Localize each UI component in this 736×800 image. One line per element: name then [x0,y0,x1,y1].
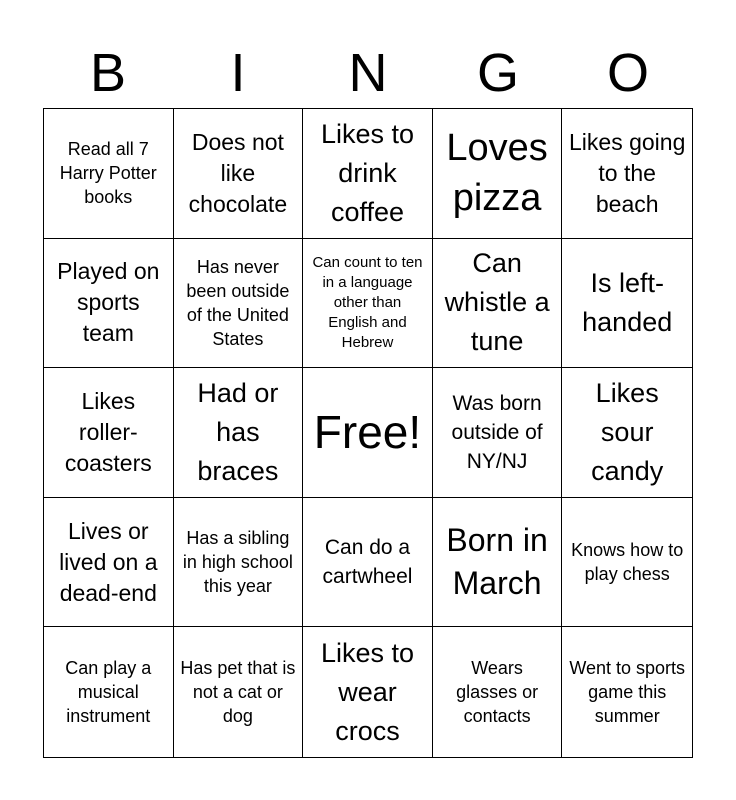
bingo-cell-24[interactable] [433,627,563,757]
cell-text: Loves pizza [446,127,548,220]
bingo-cell-25[interactable] [562,627,692,757]
bingo-header [43,38,693,108]
cell-text: Is left-handed [582,267,673,337]
cell-text: Played on sports team [57,258,160,347]
cell-text: Has a sibling in high school this year [182,528,293,597]
bingo-cell-5[interactable] [562,109,692,239]
bingo-board [43,108,693,758]
bingo-cell-free[interactable] [303,368,433,498]
bingo-cell-21[interactable] [44,627,174,757]
bingo-cell-1[interactable] [44,109,174,239]
cell-text: Knows how to play chess [571,540,684,585]
bingo-cell-2[interactable] [174,109,304,239]
cell-text: Read all 7 Harry Potter books [59,139,157,208]
bingo-cell-18[interactable] [303,498,433,628]
bingo-cell-17[interactable] [174,498,304,628]
cell-text: Likes going to the beach [569,128,686,217]
bingo-cell-9[interactable] [433,239,563,369]
cell-text: Can whistle a tune [444,248,550,357]
bingo-cell-20[interactable] [562,498,692,628]
bingo-cell-23[interactable] [303,627,433,757]
bingo-cell-15[interactable] [562,368,692,498]
cell-text: Wears glasses or contacts [456,658,539,727]
bingo-cell-3[interactable] [303,109,433,239]
cell-text: Lives or lived on a dead-end [59,517,158,606]
cell-text: Has pet that is not a cat or dog [180,658,296,727]
header-letter-n: N [348,43,388,103]
header-letter-o: O [606,43,649,103]
cell-text: Was born outside of NY/NJ [451,391,543,473]
cell-text: Has never been outside of the United States [186,256,290,349]
cell-text: Went to sports game this summer [569,658,686,727]
header-letter-i: I [230,43,246,103]
bingo-cell-16[interactable] [44,498,174,628]
bingo-cell-19[interactable] [433,498,563,628]
bingo-cell-10[interactable] [562,239,692,369]
cell-text: Had or has braces [197,377,279,486]
bingo-cell-22[interactable] [174,627,304,757]
free-space-text: Free! [313,406,422,459]
bingo-cell-14[interactable] [433,368,563,498]
cell-text: Likes to wear crocs [320,637,415,746]
cell-text: Likes to drink coffee [320,118,415,227]
cell-text: Can do a cartwheel [322,536,413,589]
bingo-cell-12[interactable] [174,368,304,498]
bingo-cell-4[interactable] [433,109,563,239]
bingo-cell-8[interactable] [303,239,433,369]
header-letter-g: G [476,43,519,103]
cell-text: Can count to ten in a language other than English and Hebrew [312,253,423,351]
bingo-cell-6[interactable] [44,239,174,369]
cell-text: Can play a musical instrument [65,658,152,727]
cell-text: Does not like chocolate [188,128,288,217]
cell-text: Likes roller-coasters [64,387,152,476]
cell-text: Likes sour candy [591,377,664,486]
bingo-cell-7[interactable] [174,239,304,369]
cell-text: Born in March [446,522,548,602]
bingo-cell-11[interactable] [44,368,174,498]
header-letter-b: B [89,43,127,103]
